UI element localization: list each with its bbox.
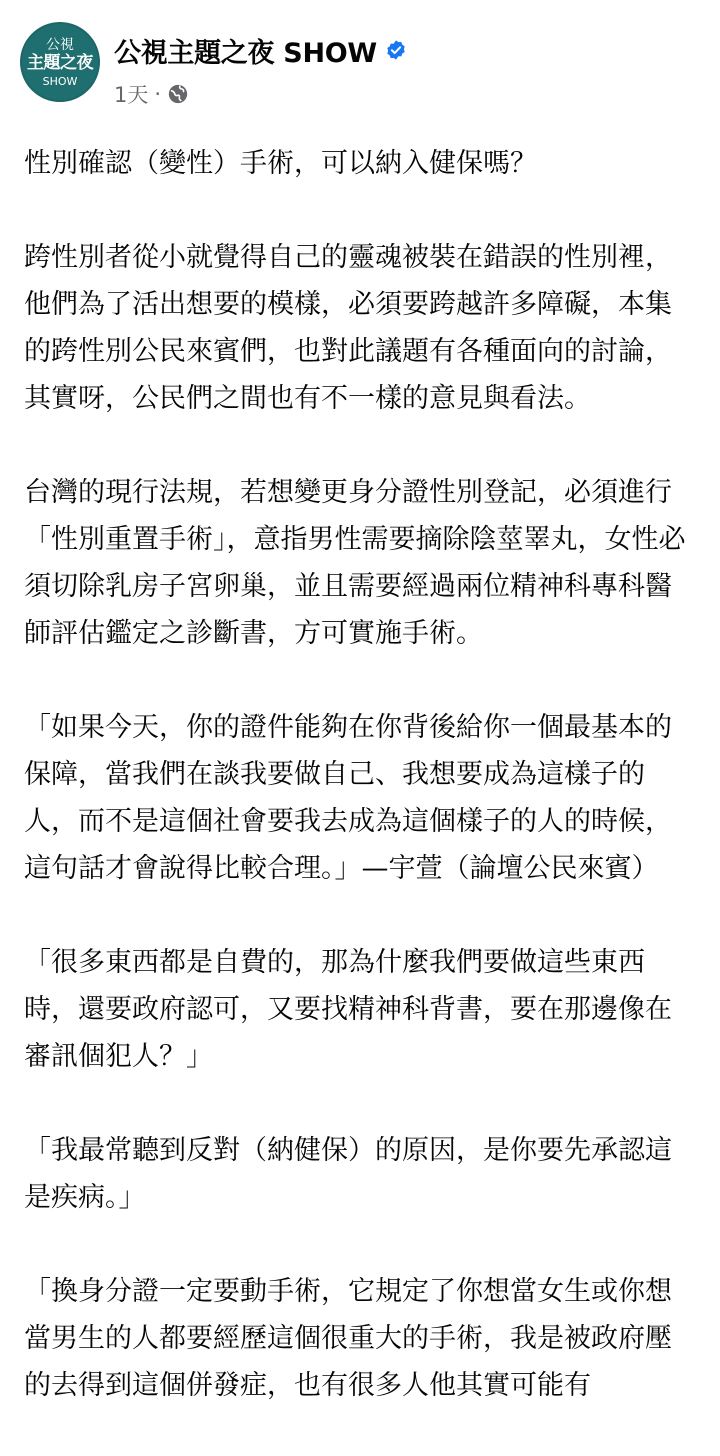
verified-badge-icon xyxy=(385,39,407,61)
globe-icon[interactable] xyxy=(167,83,189,105)
post-header xyxy=(0,0,720,125)
meta-separator: · xyxy=(154,82,162,106)
avatar-text-line1: 公視 xyxy=(46,37,74,53)
post-paragraph: 「我最常聽到反對（納健保）的原因，是你要先承認這是疾病。」 xyxy=(24,1135,672,1213)
avatar-text-line3: SHOW xyxy=(42,75,78,88)
post-paragraph: 「換身分證一定要動手術，它規定了你想當女生或你想當男生的人都要經歷這個很重大的手術，我是被政府壓的去得到這個併發症，也有很多人他其實可能有 xyxy=(24,1276,672,1401)
post-body xyxy=(24,140,696,1456)
post-paragraph: 性別確認（變性）手術，可以納入健保嗎？ xyxy=(24,148,537,179)
post-paragraph: 「如果今天，你的證件能夠在你背後給你一個最基本的保障，當我們在談我要做自己、我想要成為這樣子的人，而不是這個社會要我去成為這個樣子的人的時候，這句話才會說得比較合理。」—宇萱（論壇公民來賓） xyxy=(24,712,672,884)
post-paragraph: 跨性別者從小就覺得自己的靈魂被裝在錯誤的性別裡，他們為了活出想要的模樣，必須要跨越許多障礙，本集的跨性別公民來賓們，也對此議題有各種面向的討論，其實呀，公民們之間也有不一樣的意見與看法。 xyxy=(24,242,672,414)
post-meta xyxy=(114,80,189,108)
page-name-link[interactable]: 公視主題之夜 SHOW xyxy=(114,37,377,69)
post-timestamp[interactable]: 1天 xyxy=(114,83,149,107)
page-avatar[interactable] xyxy=(20,22,100,102)
post-paragraph: 台灣的現行法規，若想變更身分證性別登記，必須進行「性別重置手術」，意指男性需要摘除陰莖睪丸，女性必須切除乳房子宮卵巢，並且需要經過兩位精神科專科醫師評估鑑定之診斷書，方可實施手術。 xyxy=(24,477,686,649)
avatar-text-line2: 主題之夜 xyxy=(27,53,93,73)
post-paragraph: 「很多東西都是自費的，那為什麼我們要做這些東西時，還要政府認可，又要找精神科背書，要在那邊像在審訊個犯人？」 xyxy=(24,947,672,1072)
page-name-row xyxy=(114,30,407,70)
